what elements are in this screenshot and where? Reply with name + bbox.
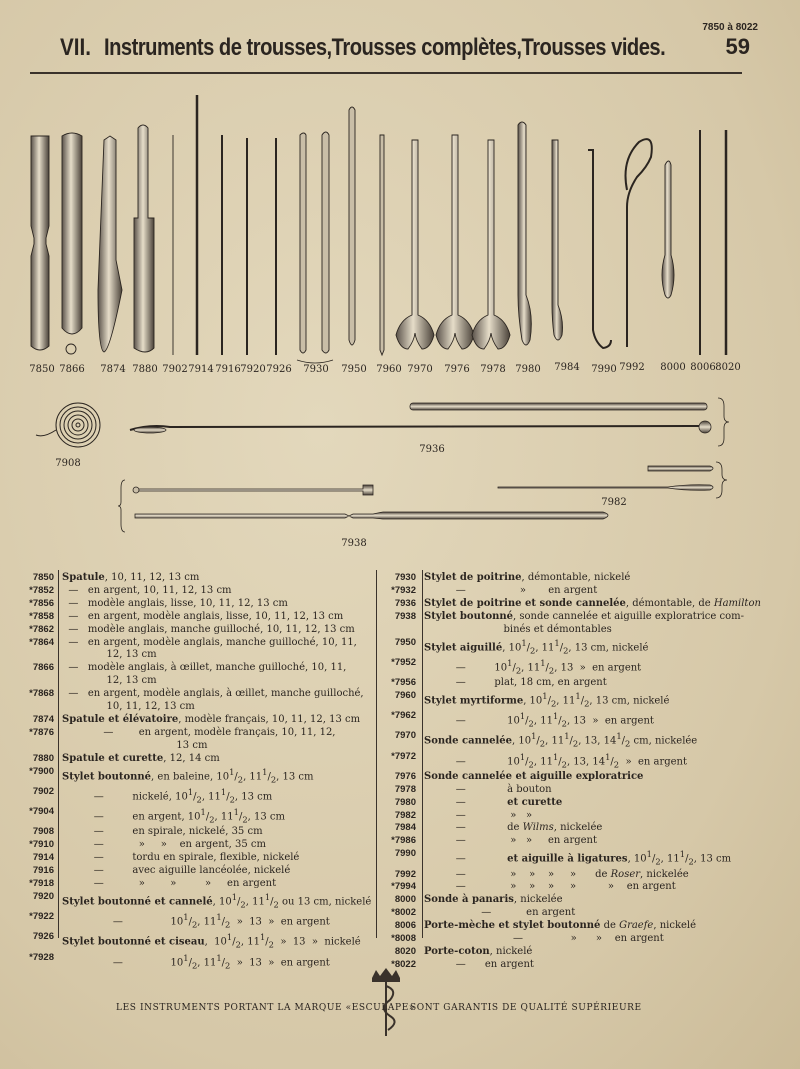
article-description: — » » » » » en argent bbox=[424, 881, 676, 893]
article-description: — » » bbox=[424, 809, 533, 821]
article-number: *7900 bbox=[29, 765, 54, 777]
list-item bbox=[384, 572, 752, 585]
article-number: 7866 bbox=[32, 662, 54, 674]
section-number: VII. bbox=[60, 34, 91, 61]
article-number: *7972 bbox=[391, 750, 416, 762]
list-item bbox=[22, 826, 374, 839]
article-number: 7850 bbox=[32, 572, 54, 583]
list-item bbox=[384, 585, 752, 598]
fig-label: 7926 bbox=[266, 364, 292, 375]
article-description: — plat, 18 cm, en argent bbox=[424, 677, 607, 688]
list-item bbox=[384, 797, 752, 810]
article-description: — » » » » de Roser, nickelée bbox=[424, 868, 689, 880]
article-number: 8020 bbox=[394, 945, 416, 957]
list-item bbox=[384, 946, 752, 959]
article-number: 7992 bbox=[394, 868, 416, 880]
fig-label: 7982 bbox=[601, 497, 627, 508]
article-description: — nickelé, $10^1/_2$, $11^1/_2$, 13 cm bbox=[62, 786, 273, 805]
article-description: — et curette bbox=[424, 796, 563, 808]
article-description: — » » en argent bbox=[424, 933, 664, 945]
list-item bbox=[22, 865, 374, 878]
article-description: 10, 11, 12, 13 cm bbox=[62, 701, 195, 713]
fig-label: 7938 bbox=[341, 538, 367, 549]
list-item bbox=[384, 933, 752, 946]
list-item bbox=[384, 730, 752, 750]
fig-label: 8000 bbox=[660, 362, 686, 373]
list-item bbox=[22, 766, 374, 786]
fig-label: 7970 bbox=[407, 364, 433, 375]
list-item bbox=[384, 810, 752, 823]
article-number: 7908 bbox=[32, 826, 54, 838]
article-description: — avec aiguille lancéolée, nickelé bbox=[62, 865, 291, 877]
spiral-probe bbox=[36, 403, 100, 447]
list-item bbox=[22, 611, 374, 624]
article-number: 7914 bbox=[32, 852, 54, 864]
title-rule bbox=[30, 72, 742, 74]
article-description: 13 cm bbox=[62, 739, 208, 751]
article-number: *8022 bbox=[391, 958, 416, 970]
article-number: 7970 bbox=[394, 730, 416, 742]
list-item bbox=[22, 637, 374, 650]
article-number: *7864 bbox=[29, 636, 54, 648]
list-item bbox=[22, 572, 374, 585]
article-description: — en argent, $10^1/_2$, $11^1/_2$, 13 cm bbox=[62, 807, 285, 825]
article-number: *7910 bbox=[29, 839, 54, 851]
article-number: 7920 bbox=[32, 890, 54, 902]
page-range: 7850 à 8022 bbox=[702, 22, 758, 33]
fig-label: 7976 bbox=[444, 364, 470, 375]
fig-label: 7936 bbox=[419, 444, 445, 455]
list-item bbox=[384, 907, 752, 920]
article-description: — » » » en argent bbox=[62, 877, 277, 889]
list-item bbox=[384, 611, 752, 624]
article-number bbox=[22, 675, 54, 688]
list-item bbox=[22, 852, 374, 865]
article-number: *7952 bbox=[391, 656, 416, 668]
list-item bbox=[384, 657, 752, 677]
article-number: *7932 bbox=[391, 584, 416, 596]
list-item bbox=[384, 751, 752, 771]
article-description: — modèle anglais, à œillet, manche guilloché, 10, 11, bbox=[62, 662, 347, 674]
list-item bbox=[22, 740, 374, 753]
list-item bbox=[384, 710, 752, 730]
list-item bbox=[384, 881, 752, 894]
fig-label: 7850 bbox=[29, 364, 55, 375]
article-description: Spatule et élévatoire, modèle français, 10, 11, 12, 13 cm bbox=[62, 713, 361, 725]
list-item bbox=[22, 714, 374, 727]
page-number: 59 bbox=[725, 34, 750, 59]
article-number: *8008 bbox=[391, 933, 416, 945]
article-number: *7962 bbox=[391, 710, 416, 722]
list-item bbox=[22, 675, 374, 688]
fig-label: 7930 bbox=[303, 364, 329, 375]
article-number: 7880 bbox=[32, 752, 54, 764]
article-description: Stylet boutonné, sonde cannelée et aiguille exploratrice com- bbox=[424, 610, 744, 622]
list-item bbox=[22, 753, 374, 766]
article-number: *7904 bbox=[29, 806, 54, 818]
fig-label: 7980 bbox=[515, 364, 541, 375]
article-description: binés et démontables bbox=[424, 623, 612, 635]
article-description: Stylet boutonné, en baleine, $10^1/_2$, $11^1/_2$, 13 cm bbox=[62, 766, 314, 784]
article-description: — $10^1/_2$, $11^1/_2$, 13 » en argent bbox=[424, 657, 642, 676]
list-item bbox=[22, 911, 374, 931]
article-number bbox=[22, 701, 54, 714]
article-number: 7916 bbox=[32, 865, 54, 877]
article-number bbox=[22, 649, 54, 662]
fig-label: 7978 bbox=[480, 364, 506, 375]
article-number: *7986 bbox=[391, 835, 416, 847]
list-item bbox=[22, 952, 374, 972]
list-item bbox=[384, 822, 752, 835]
article-description: Stylet de poitrine et sonde cannelée, démontable, de Hamilton bbox=[424, 597, 761, 609]
list-item bbox=[22, 878, 374, 891]
article-description: Stylet aiguillé, $10^1/_2$, $11^1/_2$, 13 cm, nickelé bbox=[424, 637, 649, 655]
fig-label: 7960 bbox=[376, 364, 402, 375]
article-number: 7938 bbox=[394, 610, 416, 622]
article-number: 7936 bbox=[394, 597, 416, 609]
article-description: — de Wilms, nickelée bbox=[424, 822, 603, 834]
column-divider-center bbox=[376, 570, 377, 938]
article-description: — » » en argent bbox=[424, 835, 598, 847]
list-item bbox=[384, 771, 752, 784]
list-item bbox=[384, 835, 752, 848]
article-description: Stylet boutonné et ciseau, $10^1/_2$, $11^1/_2$ » 13 » nickelé bbox=[62, 932, 361, 950]
list-item bbox=[22, 839, 374, 852]
article-number: 7960 bbox=[394, 689, 416, 701]
list-item bbox=[384, 690, 752, 710]
page-heading bbox=[60, 34, 750, 62]
right-column bbox=[384, 572, 761, 972]
list-item bbox=[384, 597, 761, 611]
article-number: *7922 bbox=[29, 911, 54, 923]
article-number: 7976 bbox=[394, 770, 416, 782]
list-item bbox=[384, 624, 752, 637]
article-number bbox=[22, 740, 54, 753]
article-description: — à bouton bbox=[424, 783, 552, 795]
list-item bbox=[22, 598, 374, 611]
article-description: — en spirale, nickelé, 35 cm bbox=[62, 826, 263, 838]
fig-label: 7902 bbox=[162, 364, 188, 375]
article-number: 7990 bbox=[394, 848, 416, 860]
fig-label: 7914 bbox=[188, 364, 214, 375]
article-description: Porte-mèche et stylet boutonné de Graefe, nickelé bbox=[424, 920, 697, 932]
instrument-illustrations bbox=[0, 80, 800, 560]
article-number bbox=[384, 624, 416, 637]
article-description: — en argent, modèle anglais, manche guilloché, 10, 11, bbox=[62, 636, 357, 648]
article-description: — modèle anglais, manche guilloché, 10, 11, 12, 13 cm bbox=[62, 623, 355, 635]
fig-label: 7920 bbox=[240, 364, 266, 375]
article-number: *7876 bbox=[29, 726, 54, 738]
fig-label: 7916 bbox=[215, 364, 241, 375]
list-item bbox=[22, 585, 374, 598]
article-description: — tordu en spirale, flexible, nickelé bbox=[62, 852, 300, 864]
list-item bbox=[384, 920, 752, 933]
list-item bbox=[384, 637, 752, 657]
list-item bbox=[384, 784, 752, 797]
article-number: *7856 bbox=[29, 597, 54, 609]
article-number: *7918 bbox=[29, 877, 54, 889]
left-column bbox=[22, 572, 374, 972]
article-number: 8006 bbox=[394, 920, 416, 932]
article-description: — $10^1/_2$, $11^1/_2$, 13 » en argent bbox=[424, 711, 654, 729]
list-item bbox=[22, 624, 374, 637]
fig-label: 7880 bbox=[132, 364, 158, 375]
article-number: *7862 bbox=[29, 623, 54, 635]
article-description: Spatule et curette, 12, 14 cm bbox=[62, 752, 220, 764]
article-number: 8000 bbox=[394, 894, 416, 906]
article-description: — » en argent bbox=[424, 584, 598, 596]
article-number: 7930 bbox=[394, 572, 416, 583]
article-number: 7978 bbox=[394, 783, 416, 795]
article-number: *7852 bbox=[29, 584, 54, 596]
article-number: 7980 bbox=[394, 796, 416, 808]
list-item bbox=[22, 931, 374, 951]
article-number: 7984 bbox=[394, 822, 416, 834]
fig-label: 7908 bbox=[55, 458, 81, 469]
list-item bbox=[22, 649, 374, 662]
list-item bbox=[22, 662, 374, 675]
list-item bbox=[384, 959, 752, 972]
article-number: *8002 bbox=[391, 907, 416, 919]
article-description: Sonde à panaris, nickelée bbox=[424, 894, 563, 906]
fig-label: 7874 bbox=[100, 364, 126, 375]
fig-label: 7984 bbox=[554, 362, 580, 373]
page-title: Instruments de trousses,Trousses complètes,Trousses vides. bbox=[104, 34, 666, 61]
fig-label: 7992 bbox=[619, 362, 645, 373]
fig-label: 8006 bbox=[690, 362, 716, 373]
list-item bbox=[22, 806, 374, 826]
list-item bbox=[22, 688, 374, 701]
list-item bbox=[22, 786, 374, 806]
list-item bbox=[384, 848, 752, 868]
fig-label: 7990 bbox=[591, 364, 617, 375]
article-description: — » » en argent, 35 cm bbox=[62, 839, 266, 851]
article-description: — modèle anglais, lisse, 10, 11, 12, 13 cm bbox=[62, 597, 288, 609]
list-item bbox=[384, 677, 752, 690]
article-description: — en argent, 10, 11, 12, 13 cm bbox=[62, 584, 232, 596]
article-number: *7928 bbox=[29, 951, 54, 963]
article-number: *7858 bbox=[29, 610, 54, 622]
article-description: — $10^1/_2$, $11^1/_2$, 13, $14^1/_2$ » en argent bbox=[424, 751, 687, 769]
article-description: Sonde cannelée et aiguille exploratrice bbox=[424, 770, 644, 782]
list-item bbox=[22, 891, 374, 911]
list-item bbox=[384, 894, 752, 907]
article-number: *7956 bbox=[391, 677, 416, 688]
footer-left-text: LES INSTRUMENTS PORTANT LA MARQUE «ESCULAPE» bbox=[116, 1003, 415, 1013]
article-number: *7994 bbox=[391, 881, 416, 893]
article-description: 12, 13 cm bbox=[62, 649, 157, 661]
article-description: — en argent, modèle anglais, à œillet, manche guilloché, bbox=[62, 688, 364, 700]
footer-right-text: SONT GARANTIS DE QUALITÉ SUPÉRIEURE bbox=[410, 1003, 642, 1013]
article-number: 7874 bbox=[32, 713, 54, 725]
list-item bbox=[22, 701, 374, 714]
article-number: 7926 bbox=[32, 931, 54, 943]
article-description: Porte-coton, nickelé bbox=[424, 945, 533, 957]
article-description: Stylet myrtiforme, $10^1/_2$, $11^1/_2$, 13 cm, nickelé bbox=[424, 690, 670, 709]
fig-label: 7950 bbox=[341, 364, 367, 375]
fig-label: 8020 bbox=[715, 362, 741, 373]
fig-label: 7866 bbox=[59, 364, 85, 375]
article-number: 7950 bbox=[394, 636, 416, 648]
list-item bbox=[22, 727, 374, 740]
article-description: 12, 13 cm bbox=[62, 675, 157, 687]
article-description: Sonde cannelée, $10^1/_2$, $11^1/_2$, 13, $14^1/_2$ cm, nickelée bbox=[424, 731, 698, 749]
list-item bbox=[384, 869, 752, 882]
article-number: *7868 bbox=[29, 688, 54, 700]
article-description: Spatule, 10, 11, 12, 13 cm bbox=[62, 572, 200, 583]
article-description: — en argent bbox=[424, 958, 534, 970]
article-description: — et aiguille à ligatures, $10^1/_2$, $11^1/_2$, 13 cm bbox=[424, 849, 732, 867]
article-description: — $10^1/_2$, $11^1/_2$ » 13 » en argent bbox=[62, 912, 330, 930]
article-number: 7902 bbox=[32, 785, 54, 797]
article-description: — en argent, modèle français, 10, 11, 12, bbox=[62, 726, 336, 738]
article-number: 7982 bbox=[394, 809, 416, 821]
article-description: Stylet de poitrine, démontable, nickelé bbox=[424, 572, 631, 583]
article-description: — en argent, modèle anglais, lisse, 10, 11, 12, 13 cm bbox=[62, 610, 344, 622]
article-description: — en argent bbox=[424, 907, 576, 919]
article-description: — $10^1/_2$, $11^1/_2$ » 13 » en argent bbox=[62, 952, 330, 970]
article-description: Stylet boutonné et cannelé, $10^1/_2$, $11^1/_2$ ou 13 cm, nickelé bbox=[62, 891, 372, 910]
